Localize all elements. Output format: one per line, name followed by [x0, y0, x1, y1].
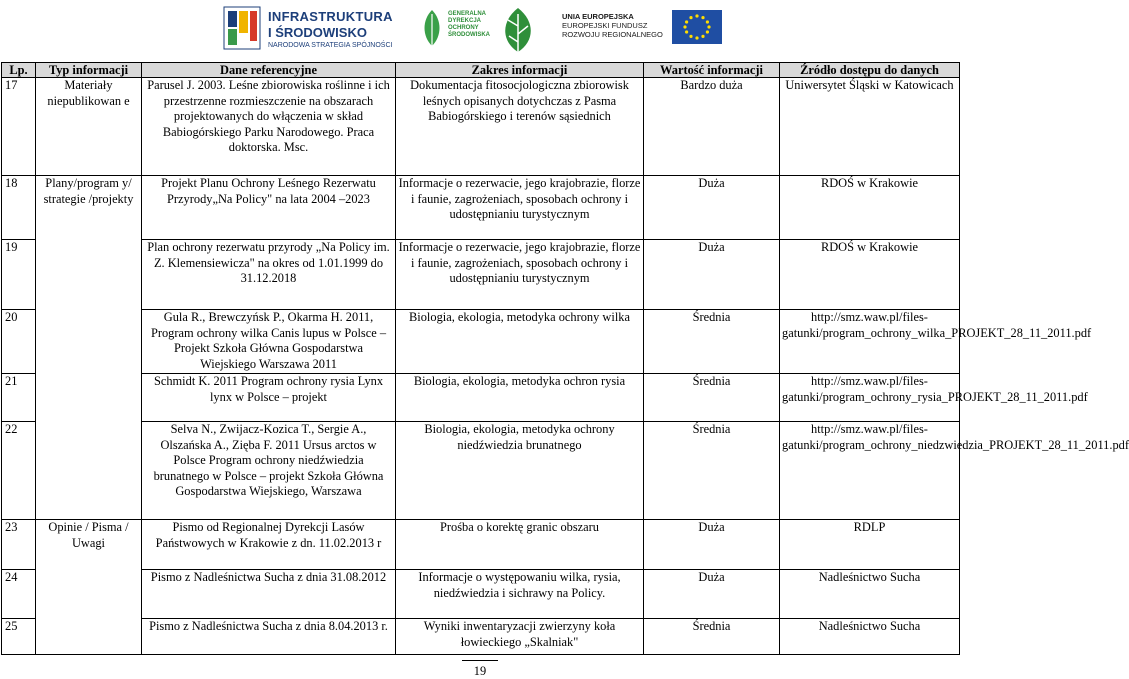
footer-divider: [462, 660, 498, 661]
eu-line1: UNIA EUROPEJSKA: [562, 12, 634, 21]
col-header-wartosc: Wartość informacji: [644, 63, 780, 78]
cell-dane: Parusel J. 2003. Leśne zbiorowiska roślinne i ich przestrzenne rozmieszczenie na obszarach projektowanych do włączenia w skład Babiogórskiego Parku Narodowego. Praca doktorska. Msc.: [142, 78, 396, 176]
cell-dane: Pismo z Nadleśnictwa Sucha z dnia 31.08.2012: [142, 570, 396, 619]
table-row: [2, 310, 960, 374]
infrastruktura-mark-icon: [222, 5, 262, 51]
cell-lp: 24: [2, 570, 36, 619]
gdos-text: GENERALNA DYREKCJA OCHRONY ŚRODOWISKA: [448, 11, 490, 38]
cell-zrodlo: http://smz.waw.pl/files-gatunki/program_ochrony_niedzwiedzia_PROJEKT_28_11_2011.pdf: [780, 422, 960, 520]
cell-typ: [36, 570, 142, 619]
table-row: [2, 78, 960, 176]
col-header-typ: Typ informacji: [36, 63, 142, 78]
col-header-zrodlo: Źródło dostępu do danych: [780, 63, 960, 78]
eu-text: [562, 12, 663, 39]
table-row: [2, 374, 960, 422]
cell-wartosc: Średnia: [644, 422, 780, 520]
col-header-zakres: Zakres informacji: [396, 63, 644, 78]
leaf-icon: [420, 8, 444, 48]
cell-lp: 22: [2, 422, 36, 520]
table-header-row: [2, 63, 960, 78]
eu-line3: ROZWOJU REGIONALNEGO: [562, 30, 663, 39]
table-row: [2, 619, 960, 655]
tree-leaf-icon: [496, 6, 540, 54]
table-row: [2, 176, 960, 240]
infrastruktura-logo: [222, 3, 397, 55]
infra-line1: INFRASTRUKTURA: [268, 9, 393, 24]
cell-lp: 19: [2, 240, 36, 310]
table-row: [2, 520, 960, 570]
cell-zakres: Prośba o korektę granic obszaru: [396, 520, 644, 570]
cell-zakres: Informacje o występowaniu wilka, rysia, niedźwiedzia i sichrawy na Policy.: [396, 570, 644, 619]
table-row: [2, 570, 960, 619]
cell-wartosc: Średnia: [644, 619, 780, 655]
cell-zakres: Biologia, ekologia, metodyka ochrony wilka: [396, 310, 644, 374]
cell-lp: 23: [2, 520, 36, 570]
cell-zrodlo: RDOŚ w Krakowie: [780, 176, 960, 240]
cell-dane: Selva N., Zwijacz-Kozica T., Sergie A., Olszańska A., Zięba F. 2011 Ursus arctos w Polsce Program ochrony niedźwiedzia brunatnego w Polsce – projekt Szkoła Główna Gospodarstwa Wiejskiego, Warszawa: [142, 422, 396, 520]
cell-zrodlo: http://smz.waw.pl/files-gatunki/program_ochrony_rysia_PROJEKT_28_11_2011.pdf: [780, 374, 960, 422]
table-row: [2, 240, 960, 310]
data-sources-table: [1, 62, 1129, 655]
cell-zakres: Wyniki inwentaryzacji zwierzyny koła łowieckiego „Skalniak": [396, 619, 644, 655]
cell-wartosc: Duża: [644, 570, 780, 619]
cell-lp: 25: [2, 619, 36, 655]
cell-zrodlo: http://smz.waw.pl/files-gatunki/program_ochrony_wilka_PROJEKT_28_11_2011.pdf: [780, 310, 960, 374]
cell-wartosc: Bardzo duża: [644, 78, 780, 176]
cell-dane: Projekt Planu Ochrony Leśnego Rezerwatu Przyrody„Na Policy" na lata 2004 –2023: [142, 176, 396, 240]
cell-lp: 20: [2, 310, 36, 374]
cell-dane: Gula R., Brewczyńsk P., Okarma H. 2011, Program ochrony wilka Canis lupus w Polsce – Projekt Szkoła Główna Gospodarstwa Wiejskiego Warszawa 2011: [142, 310, 396, 374]
cell-wartosc: Duża: [644, 520, 780, 570]
cell-typ: [36, 240, 142, 310]
cell-wartosc: Duża: [644, 240, 780, 310]
cell-zakres: Informacje o rezerwacie, jego krajobrazie, florze i faunie, zagrożeniach, sposobach ochrony i udostępnianiu turystycznym: [396, 240, 644, 310]
cell-typ: [36, 422, 142, 520]
cell-lp: 18: [2, 176, 36, 240]
gdos-logo: [420, 4, 540, 54]
cell-wartosc: Duża: [644, 176, 780, 240]
cell-zakres: Biologia, ekologia, metodyka ochrony niedźwiedzia brunatnego: [396, 422, 644, 520]
infra-line2: I ŚRODOWISKO: [268, 25, 367, 40]
eu-flag-icon: [672, 10, 722, 44]
cell-zakres: Dokumentacja fitosocjologiczna zbiorowisk leśnych opisanych dotychczas z Pasma Babiogórskiego i terenów sąsiednich: [396, 78, 644, 176]
cell-wartosc: Średnia: [644, 374, 780, 422]
cell-dane: Pismo od Regionalnej Dyrekcji Lasów Państwowych w Krakowie z dn. 11.02.2013 r: [142, 520, 396, 570]
cell-zrodlo: RDLP: [780, 520, 960, 570]
cell-typ: Plany/program y/ strategie /projekty: [36, 176, 142, 240]
cell-typ: Materiały niepublikowan e: [36, 78, 142, 176]
cell-typ: [36, 374, 142, 422]
cell-dane: Schmidt K. 2011 Program ochrony rysia Lynx lynx w Polsce – projekt: [142, 374, 396, 422]
cell-wartosc: Średnia: [644, 310, 780, 374]
cell-zrodlo: Nadleśnictwo Sucha: [780, 619, 960, 655]
cell-zakres: Biologia, ekologia, metodyka ochron rysia: [396, 374, 644, 422]
cell-dane: Plan ochrony rezerwatu przyrody „Na Policy im. Z. Klemensiewicza" na okres od 1.01.1999 do 31.12.2018: [142, 240, 396, 310]
cell-lp: 21: [2, 374, 36, 422]
cell-zakres: Informacje o rezerwacie, jego krajobrazie, florze i faunie, zagrożeniach, sposobach ochrony i udostępnianiu turystycznym: [396, 176, 644, 240]
col-header-lp: Lp.: [2, 63, 36, 78]
infra-line3: NARODOWA STRATEGIA SPÓJNOŚCI: [268, 42, 393, 49]
table-row: [2, 422, 960, 520]
header-logos: [0, 0, 960, 62]
page-number: 19: [473, 664, 487, 678]
cell-typ: [36, 310, 142, 374]
cell-zrodlo: Uniwersytet Śląski w Katowicach: [780, 78, 960, 176]
cell-lp: 17: [2, 78, 36, 176]
cell-typ: Opinie / Pisma / Uwagi: [36, 520, 142, 570]
cell-dane: Pismo z Nadleśnictwa Sucha z dnia 8.04.2013 r.: [142, 619, 396, 655]
cell-zrodlo: RDOŚ w Krakowie: [780, 240, 960, 310]
eu-line2: EUROPEJSKI FUNDUSZ: [562, 21, 648, 30]
cell-zrodlo: Nadleśnictwo Sucha: [780, 570, 960, 619]
eu-logo: [562, 12, 722, 48]
col-header-dane: Dane referencyjne: [142, 63, 396, 78]
cell-typ: [36, 619, 142, 655]
